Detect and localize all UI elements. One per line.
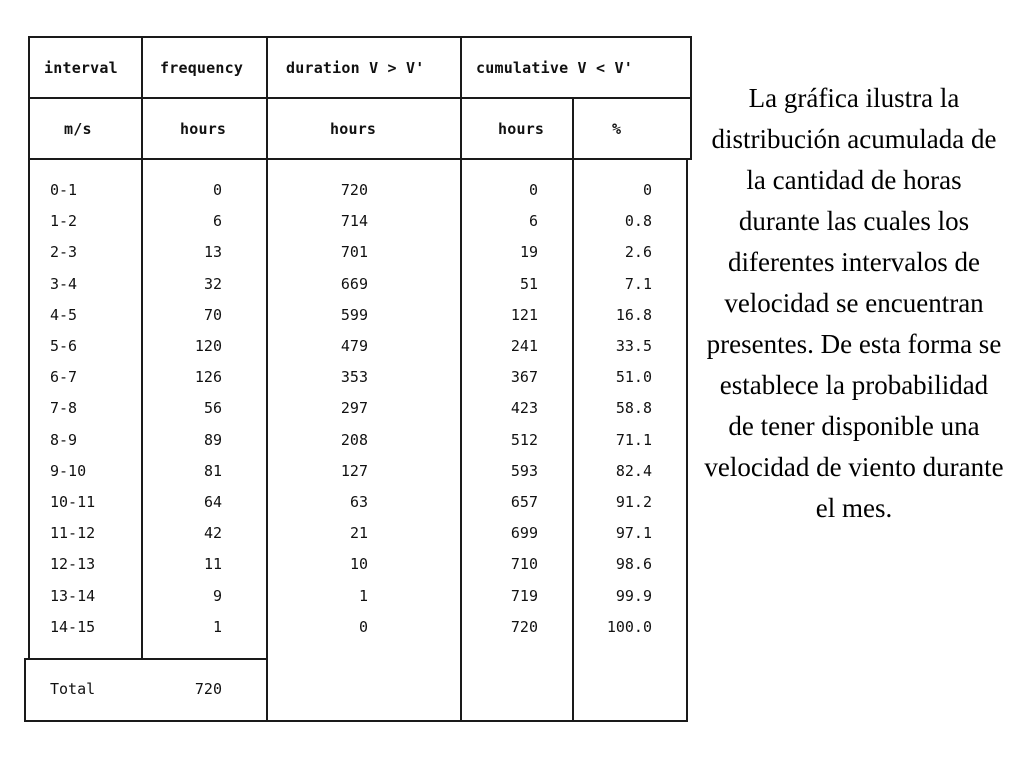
- table-top-border: [28, 36, 692, 38]
- cell-frequency: 32: [203, 274, 222, 293]
- cell-cum-hours: 710: [510, 555, 538, 574]
- cell-interval: 1-2: [50, 212, 78, 231]
- caption-text: La gráfica ilustra la distribución acumulada de la cantidad de horas durante las cuales los diferentes intervalos de velocidad se encuentran presentes. De esta forma se establece la probabilidad de tener disponible una velocidad de viento durante el mes.: [704, 83, 1004, 523]
- cell-cum-pct: 33.5: [615, 337, 652, 355]
- cell-duration: 297: [340, 399, 368, 418]
- cell-frequency: 70: [203, 305, 222, 324]
- cell-frequency: 6: [212, 212, 222, 231]
- cell-cum-pct: 98.6: [615, 555, 652, 574]
- unit-interval: m/s: [64, 120, 92, 138]
- cell-frequency: 42: [203, 524, 222, 543]
- cell-frequency: 64: [203, 493, 222, 511]
- duration-cumulative-divider: [460, 36, 462, 722]
- cell-cum-hours: 719: [510, 586, 538, 605]
- cell-frequency: 9: [212, 586, 222, 605]
- cell-interval: 14-15: [50, 617, 96, 636]
- cell-cum-pct: 7.1: [624, 274, 652, 293]
- cell-duration: 669: [340, 274, 368, 293]
- cell-duration: 1: [358, 586, 368, 605]
- cell-duration: 127: [340, 461, 368, 480]
- total-value: 720: [194, 680, 222, 698]
- cell-duration: 479: [340, 337, 368, 355]
- cell-cum-hours: 512: [510, 430, 538, 449]
- total-left-border: [24, 658, 26, 722]
- unit-frequency: hours: [180, 120, 227, 138]
- cell-duration: 63: [349, 493, 368, 511]
- cell-duration: 353: [340, 368, 368, 387]
- cell-duration: 208: [340, 430, 368, 449]
- frequency-duration-divider: [266, 36, 268, 722]
- cell-cum-pct: 97.1: [615, 524, 652, 543]
- cumulative-hours-pct-divider: [572, 97, 574, 722]
- cell-interval: 4-5: [50, 305, 78, 324]
- cell-cum-pct: 16.8: [615, 305, 652, 324]
- cell-frequency: 89: [203, 430, 222, 449]
- cell-interval: 13-14: [50, 586, 96, 605]
- cell-interval: 0-1: [50, 181, 78, 199]
- cell-cum-hours: 121: [510, 305, 538, 324]
- cell-cum-pct: 82.4: [615, 461, 652, 480]
- cell-frequency: 81: [203, 461, 222, 480]
- unit-cumulative-hours: hours: [498, 120, 545, 138]
- table-right-border-lower: [686, 158, 688, 722]
- cell-cum-hours: 593: [510, 461, 538, 480]
- header-interval: interval: [44, 59, 118, 77]
- cell-cum-pct: 0.8: [624, 212, 652, 231]
- cell-interval: 8-9: [50, 430, 78, 449]
- interval-frequency-divider: [141, 36, 143, 660]
- table-left-border: [28, 36, 30, 660]
- cell-cum-hours: 720: [510, 617, 538, 636]
- unit-duration: hours: [330, 120, 377, 138]
- cell-cum-pct: 71.1: [615, 430, 652, 449]
- cell-duration: 599: [340, 305, 368, 324]
- unit-cumulative-percent: %: [612, 120, 622, 138]
- cell-cum-hours: 0: [528, 181, 538, 199]
- cell-frequency: 11: [203, 555, 222, 574]
- table-bottom-border: [24, 720, 688, 722]
- cell-frequency: 126: [194, 368, 222, 387]
- cell-duration: 714: [340, 212, 368, 231]
- cell-frequency: 1: [212, 617, 222, 636]
- cell-frequency: 56: [203, 399, 222, 418]
- cell-frequency: 0: [212, 181, 222, 199]
- cell-cum-hours: 51: [519, 274, 538, 293]
- cell-cum-hours: 6: [528, 212, 538, 231]
- header-divider: [28, 97, 692, 99]
- cell-cum-pct: 99.9: [615, 586, 652, 605]
- total-label: Total: [50, 680, 96, 698]
- cell-cum-pct: 100.0: [606, 617, 652, 636]
- cell-cum-hours: 241: [510, 337, 538, 355]
- cell-interval: 7-8: [50, 399, 78, 418]
- cell-interval: 6-7: [50, 368, 78, 387]
- cell-cum-pct: 51.0: [615, 368, 652, 387]
- cell-cum-hours: 19: [519, 243, 538, 262]
- cell-interval: 5-6: [50, 337, 78, 355]
- table-right-border: [690, 36, 692, 160]
- cell-duration: 701: [340, 243, 368, 262]
- cell-cum-pct: 2.6: [624, 243, 652, 262]
- cell-cum-hours: 423: [510, 399, 538, 418]
- cell-interval: 9-10: [50, 461, 87, 480]
- cell-interval: 11-12: [50, 524, 96, 543]
- header-frequency: frequency: [160, 59, 244, 77]
- header-duration: duration V > V': [286, 59, 425, 77]
- cell-cum-pct: 0: [642, 181, 652, 199]
- cell-cum-hours: 699: [510, 524, 538, 543]
- cell-interval: 10-11: [50, 493, 96, 511]
- header-cumulative: cumulative V < V': [476, 59, 633, 77]
- cell-cum-pct: 91.2: [615, 493, 652, 511]
- cell-frequency: 120: [194, 337, 222, 355]
- cell-duration: 10: [349, 555, 368, 574]
- units-divider: [28, 158, 692, 160]
- cell-interval: 12-13: [50, 555, 96, 574]
- cell-cum-pct: 58.8: [615, 399, 652, 418]
- cell-duration: 720: [340, 181, 368, 199]
- total-divider: [24, 658, 268, 660]
- cell-frequency: 13: [203, 243, 222, 262]
- cell-duration: 21: [349, 524, 368, 543]
- cell-interval: 2-3: [50, 243, 78, 262]
- cell-cum-hours: 657: [510, 493, 538, 511]
- cell-cum-hours: 367: [510, 368, 538, 387]
- cell-interval: 3-4: [50, 274, 78, 293]
- cell-duration: 0: [358, 617, 368, 636]
